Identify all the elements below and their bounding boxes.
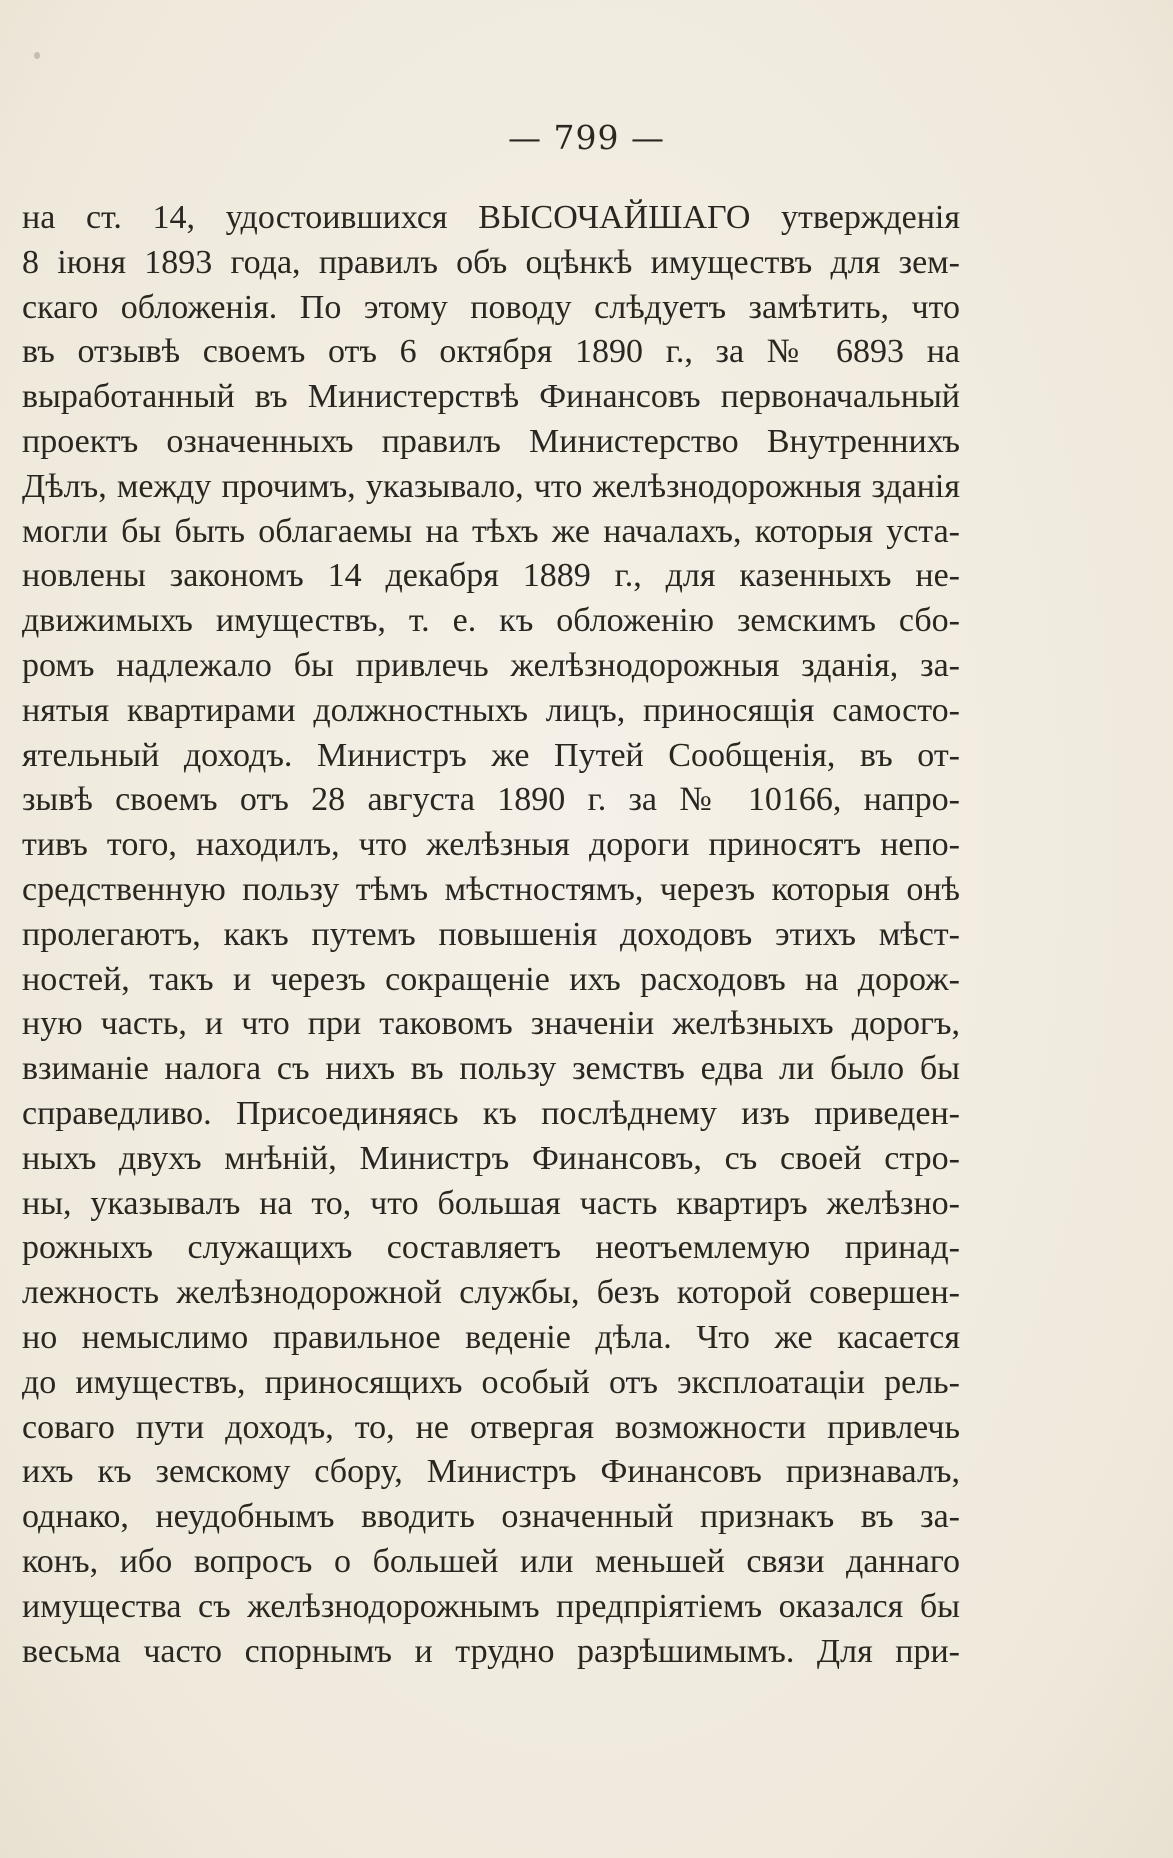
- page-number: — 799 —: [508, 118, 665, 157]
- text-line: рожныхъ служащихъ составляетъ неотъемлемую принад-: [22, 1229, 960, 1267]
- text-line: выработанный въ Министерствѣ Финансовъ первоначальный: [22, 378, 960, 416]
- text-line: лежность желѣзнодорожной службы, безъ которой совершен-: [22, 1274, 960, 1312]
- text-line: новлены закономъ 14 декабря 1889 г., для казенныхъ не-: [22, 557, 960, 595]
- body-text: [22, 196, 960, 1674]
- text-line: тивъ того, находилъ, что желѣзныя дороги приносятъ непо-: [22, 826, 960, 864]
- text-line: до имуществъ, приносящихъ особый отъ эксплоатаціи рель-: [22, 1363, 960, 1401]
- text-line: Дѣлъ, между прочимъ, указывало, что желѣзнодорожныя зданія: [22, 467, 960, 505]
- text-line: ихъ къ земскому сбору, Министръ Финансовъ признавалъ,: [22, 1453, 960, 1491]
- text-line: нятыя квартирами должностныхъ лицъ, приносящія самосто-: [22, 691, 960, 729]
- text-line: имущества съ желѣзнодорожнымъ предпріятіемъ оказался бы: [22, 1587, 960, 1625]
- text-line: на ст. 14, удостоившихся ВЫСОЧАЙШАГО утвержденія: [22, 199, 960, 236]
- text-line: зывѣ своемъ отъ 28 августа 1890 г. за № 10166, напро-: [22, 781, 960, 819]
- text-line: взиманіе налога съ нихъ въ пользу земствъ едва ли было бы: [22, 1050, 960, 1088]
- text-line: но немыслимо правильное веденіе дѣла. Что же касается: [22, 1318, 960, 1356]
- text-line: движимыхъ имуществъ, т. е. къ обложенію земскимъ сбо-: [22, 602, 960, 640]
- text-line: могли бы быть облагаемы на тѣхъ же началахъ, которыя уста-: [22, 512, 960, 550]
- text-line: въ отзывѣ своемъ отъ 6 октября 1890 г., за № 6893 на: [22, 333, 960, 371]
- text-line: ныхъ двухъ мнѣній, Министръ Финансовъ, съ своей стро-: [22, 1139, 960, 1177]
- text-line: 8 іюня 1893 года, правилъ объ оцѣнкѣ имуществъ для зем-: [22, 243, 960, 281]
- text-line: средственную пользу тѣмъ мѣстностямъ, черезъ которыя онѣ: [22, 870, 960, 908]
- text-line: ную часть, и что при таковомъ значеніи желѣзныхъ дорогъ,: [22, 1005, 960, 1043]
- text-line: ятельный доходъ. Министръ же Путей Сообщенія, въ от-: [22, 736, 960, 774]
- paper-speck: [34, 52, 40, 59]
- text-line: конъ, ибо вопросъ о большей или меньшей связи даннаго: [22, 1542, 960, 1580]
- text-line: скаго обложенія. По этому поводу слѣдуетъ замѣтить, что: [22, 288, 960, 326]
- text-line: соваго пути доходъ, то, не отвергая возможности привлечь: [22, 1408, 960, 1446]
- text-line: ны, указывалъ на то, что большая часть квартиръ желѣзно-: [22, 1184, 960, 1222]
- text-line: однако, неудобнымъ вводить означенный признакъ въ за-: [22, 1498, 960, 1536]
- text-line: ромъ надлежало бы привлечь желѣзнодорожныя зданія, за-: [22, 646, 960, 684]
- text-line: проектъ означенныхъ правилъ Министерство Внутреннихъ: [22, 422, 960, 460]
- text-line: пролегаютъ, какъ путемъ повышенія доходовъ этихъ мѣст-: [22, 915, 960, 953]
- text-line: справедливо. Присоединяясь къ послѣднему изъ приведен-: [22, 1094, 960, 1132]
- text-line: ностей, такъ и черезъ сокращеніе ихъ расходовъ на дорож-: [22, 960, 960, 998]
- text-line: весьма часто спорнымъ и трудно разрѣшимымъ. Для при-: [22, 1632, 960, 1670]
